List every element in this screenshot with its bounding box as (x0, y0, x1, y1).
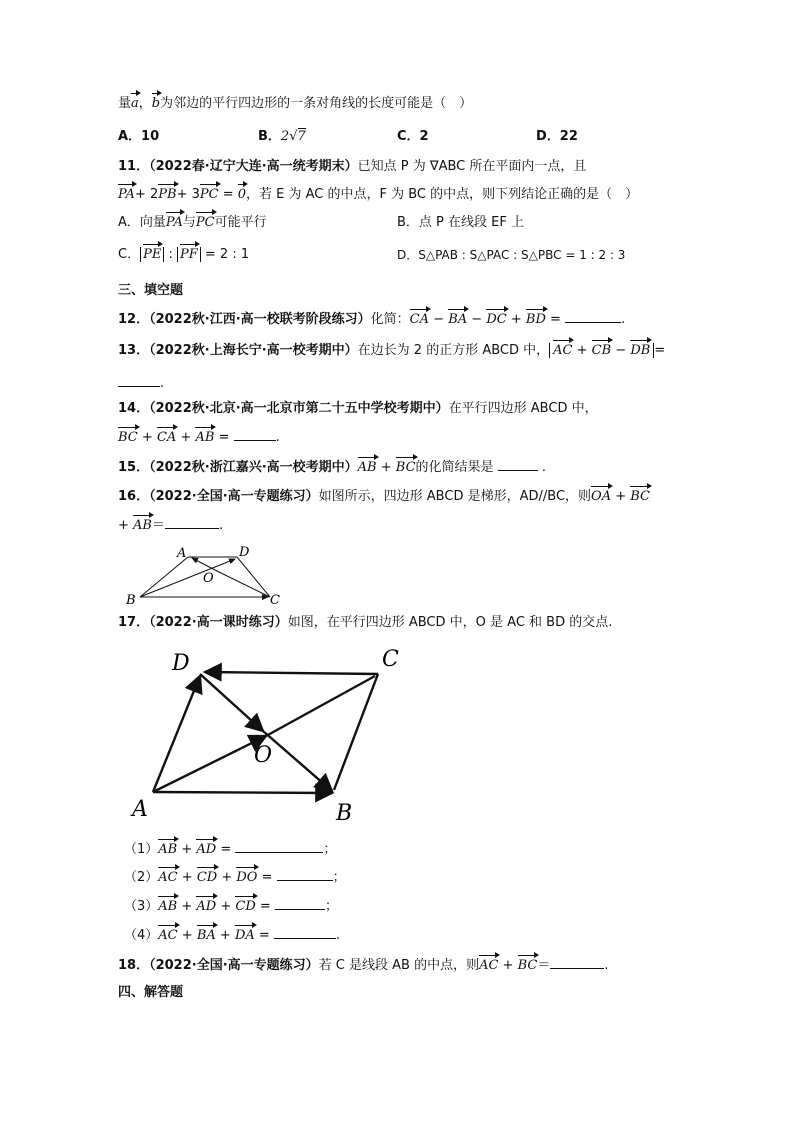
q11-option-b: B．点 P 在线段 EF 上 (397, 215, 524, 230)
vector-ad (153, 676, 200, 792)
q16-answer-blank[interactable] (165, 516, 219, 529)
q11-option-c: C． PE : PF = 2 : 1 (118, 247, 250, 262)
label-d: D (239, 545, 250, 560)
q10-stem: 量a，b为邻边的平行四边形的一条对角线的长度可能是（ ） (118, 96, 473, 111)
q11-stem: 11．（2022春·辽宁大连·高一统考期末）已知点 P 为 ∇ABC 所在平面内一点，且 (118, 159, 587, 174)
q17-3-answer-blank[interactable] (275, 897, 325, 910)
label-a: A (132, 797, 148, 822)
q18-answer-blank[interactable] (550, 956, 604, 969)
q17-sub-4: （4）AC + BA + DA = . (124, 928, 341, 943)
q13-answer-blank[interactable] (118, 374, 160, 387)
q14-expression: BC + CA + AB = . (118, 430, 280, 445)
q16-expression: + AB＝ . (118, 518, 224, 533)
label-o: O (254, 743, 273, 768)
vector-ab (153, 792, 332, 793)
q14-stem: 14．（2022秋·北京·高一北京市第二十五中学校考期中）在平行四边形 ABCD 中， (118, 401, 598, 416)
vector-ob (263, 731, 332, 791)
q12-answer-blank[interactable] (565, 310, 621, 323)
q14-answer-blank[interactable] (234, 428, 276, 441)
label-a: A (177, 546, 187, 561)
q16-trapezoid-figure (120, 540, 290, 608)
q10-option-c: C．2 (397, 129, 429, 144)
label-b: B (126, 593, 136, 608)
vector-cd (205, 672, 378, 674)
q11-option-a: A．向量PA与PC可能平行 (118, 215, 267, 230)
q17-1-answer-blank[interactable] (235, 840, 323, 853)
label-o: O (203, 571, 214, 586)
q10-option-b: B．2√7 (258, 129, 306, 144)
q13-answer-line: . (118, 374, 164, 393)
label-d: D (172, 651, 190, 676)
section-answer-title: 四、解答题 (118, 985, 184, 1000)
section-fill-in-title: 三、填空题 (118, 283, 184, 298)
q17-4-answer-blank[interactable] (274, 926, 336, 939)
q17-parallelogram-figure (120, 640, 420, 830)
side-ab (140, 557, 188, 597)
vector-ao (153, 736, 266, 792)
q17-2-answer-blank[interactable] (277, 868, 333, 881)
q15: 15．（2022秋·浙江嘉兴·高一校考期中）AB + BC的化简结果是 . (118, 460, 546, 475)
q17-sub-1: （1）AB + AD = ； (124, 842, 337, 857)
vector-do (200, 674, 263, 731)
vector-oa (192, 558, 215, 570)
diagonal-bd (140, 559, 235, 597)
q10-option-a: A．10 (118, 129, 160, 144)
q11-option-d: D．S△PAB : S△PAC : S△PBC = 1 : 2 : 3 (397, 248, 626, 262)
q10-option-d: D．22 (536, 129, 578, 144)
label-b: B (336, 801, 353, 826)
q11-equation: PA+ 2PB+ 3PC = 0，若 E 为 AC 的中点，F 为 BC 的中点，则下列结论正确的是（ ） (118, 187, 639, 202)
q17-stem: 17．（2022·高一课时练习）如图，在平行四边形 ABCD 中，O 是 AC 和 BD 的交点. (118, 615, 613, 630)
q16-stem: 16．（2022·全国·高一专题练习）如图所示，四边形 ABCD 是梯形，AD//BC，则OA + BC (118, 489, 650, 504)
q18: 18．（2022·全国·高一专题练习）若 C 是线段 AB 的中点，则AC + BC＝ . (118, 958, 609, 973)
q17-sub-2: （2）AC + CD + DO = ； (124, 870, 346, 885)
q13: 13．（2022秋·上海长宁·高一校考期中）在边长为 2 的正方形 ABCD 中， AC + CB − DB = (118, 343, 666, 358)
q17-sub-3: （3）AB + AD + CD = ； (124, 899, 338, 914)
label-c: C (270, 593, 280, 608)
q15-answer-blank[interactable] (498, 458, 538, 471)
side-dc (237, 557, 270, 597)
label-c: C (382, 647, 399, 672)
diagonal-ac (215, 570, 270, 597)
side-cb (334, 674, 378, 790)
q12: 12．（2022秋·江西·高一校联考阶段练习）化简：CA − BA − DC + BD = . (118, 312, 626, 327)
